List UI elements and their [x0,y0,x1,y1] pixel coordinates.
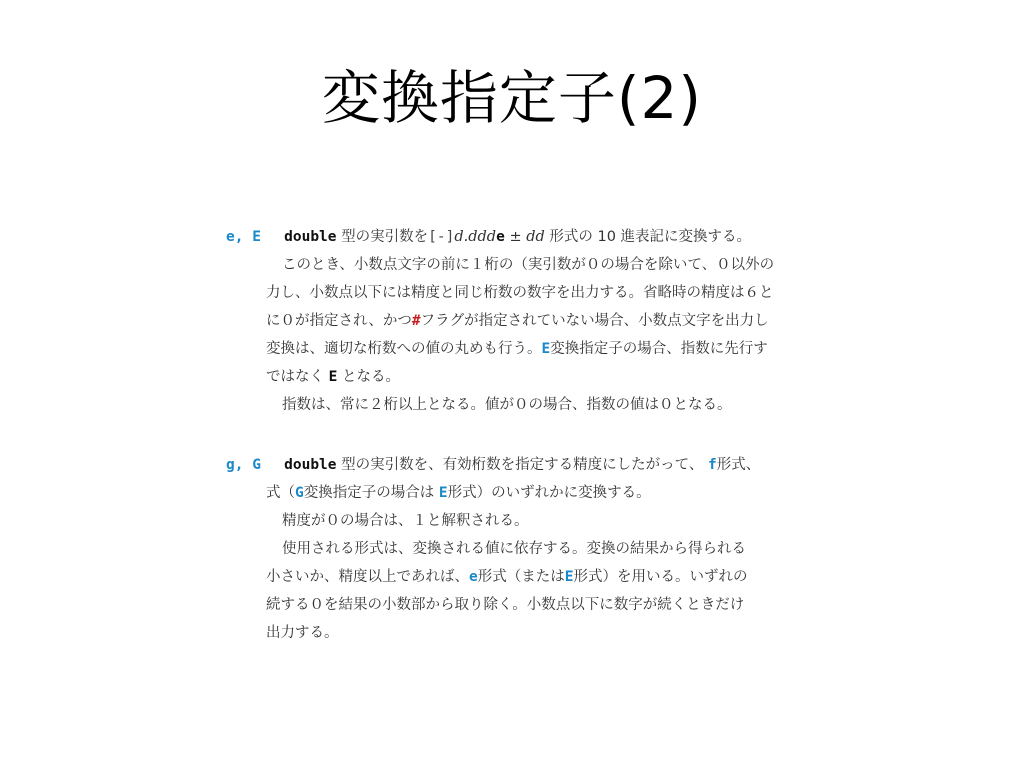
section-e-line-3b: フラグが指定されていない場合、小数点文字を出力し [420,313,769,329]
section-e-bracket: [-] [428,229,455,245]
section-g-type-keyword: double [284,457,337,473]
section-e-code: e, E [226,229,261,245]
section-e-line-5a: ではなく [266,369,324,385]
section-e-line-4a: 変換は、適切な桁数への値の丸めも行う。 [266,341,542,357]
section-e-line-3a: に０が指定され、かつ [266,313,412,329]
section-e-line-3 [266,312,769,330]
section-g-line-4b: 形式（または [477,569,565,585]
section-g-line-1b: 変換指定子の場合は [303,485,435,501]
section-g-code: g, G [226,457,261,473]
section-e-type-keyword: double [284,229,337,245]
section-e-plusminus: ± [509,229,522,245]
section-e-line-1: このとき、小数点文字の前に１桁の（実引数が０の場合を除いて、０以外の [282,257,775,273]
section-g-line-5: 続する０を結果の小数部から取り除く。小数点以下に数字が続くときだけ [266,597,745,613]
section-g-desc-b: 形式、 [716,457,761,473]
section-g-line-4-code: e [469,569,478,585]
hash-flag: # [411,313,421,329]
scanned-text-excerpt [222,220,846,650]
section-e-desc-b: 形式の 10 進表記に変換する。 [549,229,752,245]
section-e-line-6: 指数は、常に２桁以上となる。値が０の場合、指数の値は０となる。 [282,397,732,413]
section-e-line-5-code: E [328,369,338,385]
section-g-line-4c: 形式）を用いる。いずれの [573,569,748,585]
section-e-heading [226,228,751,246]
section-e-line-4b: 変換指定子の場合、指数に先行す [550,341,768,357]
section-g-desc-a: 型の実引数を、有効桁数を指定する精度にしたがって、 [341,457,704,473]
slide-title: 変換指定子(2) [321,64,703,132]
section-g-code-f: f [707,457,717,473]
section-g-line-1-code2: E [438,485,448,501]
section-g-line-4-code2: E [564,569,574,585]
section-g-line-3: 使用される形式は、変換される値に依存する。変換の結果から得られる [282,541,746,557]
section-e-desc-a: 型の実引数を [341,229,429,245]
section-e-format-dd: dd [526,229,545,245]
section-g-line-1a: 式（ [266,485,295,501]
section-e-line-4 [266,340,768,358]
section-e-format-e: e [496,229,505,245]
section-g-line-4 [266,568,747,586]
section-e-line-5 [266,368,400,386]
section-e-format-d: d.ddd [454,229,497,245]
section-g-heading [226,456,760,474]
section-g-line-1-code: G [295,485,304,501]
section-e-line-2: 力し、小数点以下には精度と同じ桁数の数字を出力する。省略時の精度は６と [266,285,774,301]
section-e-line-4-code: E [541,341,551,357]
section-g-line-4a: 小さいか、精度以上であれば、 [266,569,469,585]
section-g-line-6: 出力する。 [266,625,339,641]
section-e-line-5b: となる。 [341,369,400,385]
section-g-line-1 [266,484,651,502]
section-g-line-1c: 形式）のいずれかに変換する。 [447,485,651,501]
section-g-line-2: 精度が０の場合は、１と解釈される。 [282,513,529,529]
